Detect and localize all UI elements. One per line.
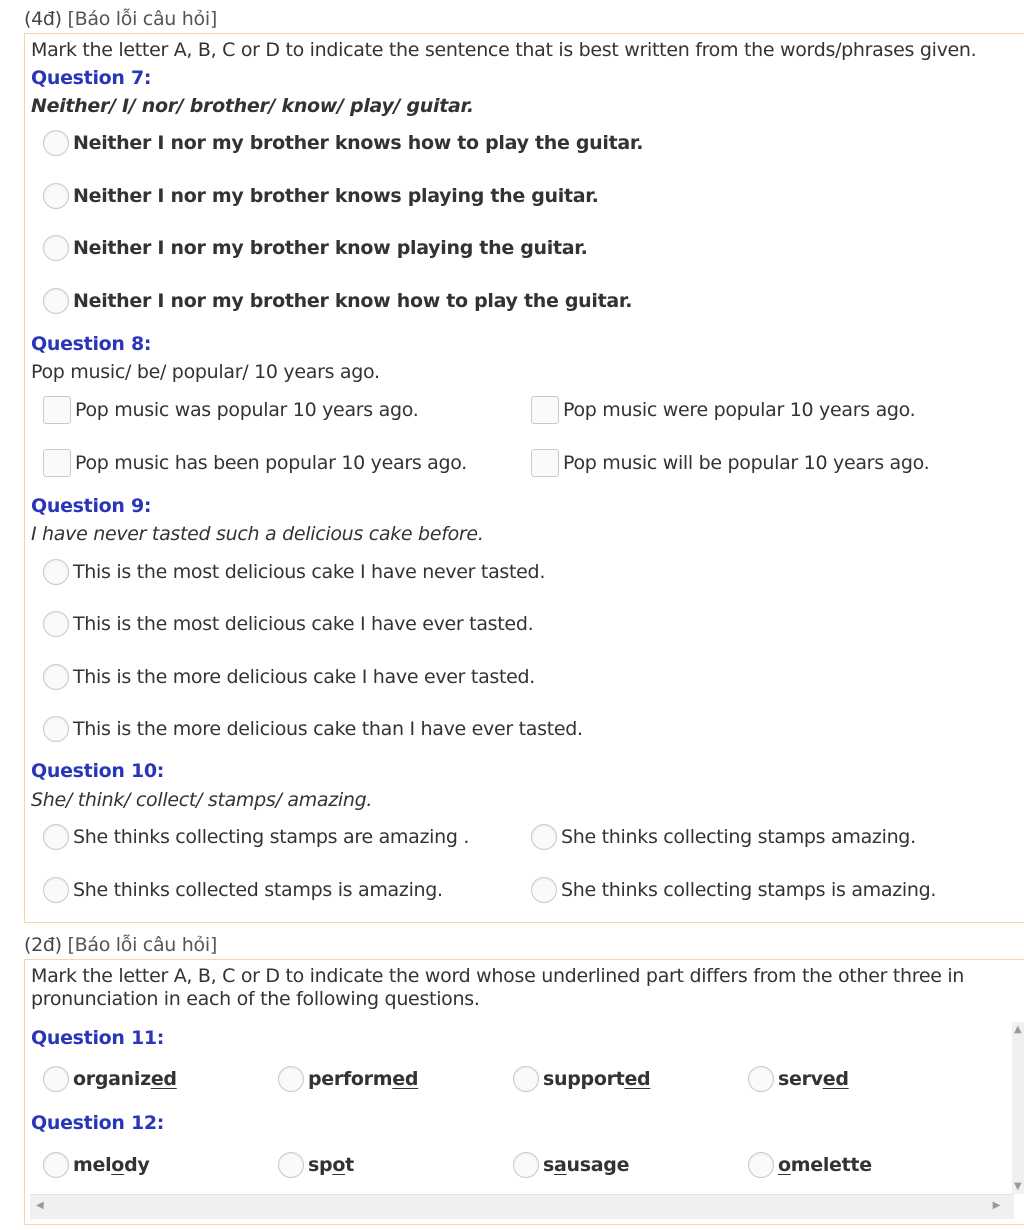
q8-option-a[interactable] [43, 396, 418, 424]
radio-button[interactable] [43, 611, 69, 637]
section-1-header [24, 8, 217, 30]
q7-option-a[interactable] [43, 130, 643, 156]
scroll-down-icon[interactable]: ▼ [1014, 1181, 1022, 1192]
q9-option-a[interactable] [43, 559, 545, 585]
question-11-title: Question 11: [31, 1027, 165, 1049]
question-7-prompt: Neither/ I/ nor/ brother/ know/ play/ guitar. [31, 95, 474, 117]
q8-option-c[interactable] [43, 449, 467, 477]
q10-option-a[interactable] [43, 824, 469, 850]
q10-option-b[interactable] [531, 824, 916, 850]
q11-option-d[interactable] [748, 1066, 849, 1092]
radio-button[interactable] [43, 716, 69, 742]
option-text: She thinks collected stamps is amazing. [73, 879, 443, 901]
report-question-link[interactable]: [Báo lỗi câu hỏi] [67, 934, 217, 956]
scroll-left-icon[interactable]: ◀ [36, 1200, 44, 1211]
q8-option-d[interactable] [531, 449, 929, 477]
option-text: Pop music were popular 10 years ago. [563, 399, 916, 421]
section-2-instruction-line-2: pronunciation in each of the following questions. [31, 988, 480, 1010]
option-text: She thinks collecting stamps are amazing . [73, 826, 470, 848]
section-1-points: (4đ) [24, 8, 62, 30]
q12-option-b[interactable] [278, 1152, 354, 1178]
q12-option-d[interactable] [748, 1152, 872, 1178]
radio-button[interactable] [43, 824, 69, 850]
option-text: omelette [778, 1154, 872, 1176]
option-text: Pop music was popular 10 years ago. [75, 399, 419, 421]
option-text: sausage [543, 1154, 630, 1176]
radio-button[interactable] [278, 1152, 304, 1178]
option-text: Pop music has been popular 10 years ago. [75, 452, 468, 474]
section-2-header [24, 934, 217, 956]
q7-option-c[interactable] [43, 235, 588, 261]
radio-button[interactable] [748, 1152, 774, 1178]
section-1-instruction: Mark the letter A, B, C or D to indicate the sentence that is best written from the words/phrases given. [31, 39, 977, 61]
q7-option-d[interactable] [43, 288, 632, 314]
section-2-box [24, 959, 1024, 1225]
q12-option-c[interactable] [513, 1152, 629, 1178]
q10-option-c[interactable] [43, 877, 443, 903]
option-text: Neither I nor my brother know playing the guitar. [73, 237, 588, 259]
radio-button[interactable] [43, 183, 69, 209]
vertical-scrollbar[interactable] [1012, 1022, 1024, 1194]
q8-option-b[interactable] [531, 396, 915, 424]
q12-option-a[interactable] [43, 1152, 149, 1178]
q11-option-b[interactable] [278, 1066, 418, 1092]
radio-button[interactable] [43, 1152, 69, 1178]
radio-button[interactable] [43, 235, 69, 261]
radio-button[interactable] [531, 824, 557, 850]
question-9-title: Question 9: [31, 495, 152, 517]
question-7-title: Question 7: [31, 67, 152, 89]
option-text: She thinks collecting stamps amazing. [561, 826, 916, 848]
q10-option-d[interactable] [531, 877, 936, 903]
radio-button[interactable] [513, 1152, 539, 1178]
question-9-prompt: I have never tasted such a delicious cake before. [31, 523, 484, 545]
radio-button[interactable] [43, 559, 69, 585]
section-2-instruction-line-1: Mark the letter A, B, C or D to indicate the word whose underlined part differs from the other three in [31, 965, 965, 987]
q9-option-c[interactable] [43, 664, 535, 690]
option-text: melody [73, 1154, 150, 1176]
radio-button[interactable] [748, 1066, 774, 1092]
option-text: She thinks collecting stamps is amazing. [561, 879, 937, 901]
report-question-link[interactable]: [Báo lỗi câu hỏi] [67, 8, 217, 30]
q9-option-b[interactable] [43, 611, 533, 637]
q11-option-c[interactable] [513, 1066, 650, 1092]
q7-option-b[interactable] [43, 183, 599, 209]
option-text: This is the most delicious cake I have ever tasted. [73, 613, 534, 635]
option-text: Pop music will be popular 10 years ago. [563, 452, 930, 474]
question-10-title: Question 10: [31, 760, 165, 782]
option-text: Neither I nor my brother know how to play the guitar. [73, 290, 633, 312]
option-text: Neither I nor my brother knows how to play the guitar. [73, 132, 644, 154]
option-text: spot [308, 1154, 354, 1176]
q11-option-a[interactable] [43, 1066, 177, 1092]
radio-button[interactable] [278, 1066, 304, 1092]
option-text: This is the most delicious cake I have never tasted. [73, 561, 546, 583]
radio-button[interactable] [531, 877, 557, 903]
radio-button[interactable] [43, 288, 69, 314]
option-text: This is the more delicious cake than I have ever tasted. [73, 718, 583, 740]
checkbox[interactable] [43, 396, 71, 424]
question-8-prompt: Pop music/ be/ popular/ 10 years ago. [31, 361, 380, 383]
option-text: performed [308, 1068, 419, 1090]
radio-button[interactable] [43, 664, 69, 690]
scroll-right-icon[interactable]: ▶ [992, 1200, 1000, 1211]
question-12-title: Question 12: [31, 1112, 165, 1134]
question-10-prompt: She/ think/ collect/ stamps/ amazing. [31, 789, 373, 811]
checkbox[interactable] [531, 449, 559, 477]
option-text: Neither I nor my brother knows playing the guitar. [73, 185, 599, 207]
radio-button[interactable] [43, 877, 69, 903]
section-2-points: (2đ) [24, 934, 62, 956]
radio-button[interactable] [513, 1066, 539, 1092]
question-8-title: Question 8: [31, 333, 152, 355]
q9-option-d[interactable] [43, 716, 583, 742]
scroll-up-icon[interactable]: ▲ [1014, 1024, 1022, 1035]
checkbox[interactable] [531, 396, 559, 424]
option-text: served [778, 1068, 849, 1090]
section-1-box [24, 33, 1024, 923]
radio-button[interactable] [43, 130, 69, 156]
radio-button[interactable] [43, 1066, 69, 1092]
option-text: This is the more delicious cake I have ever tasted. [73, 666, 536, 688]
option-text: organized [73, 1068, 177, 1090]
checkbox[interactable] [43, 449, 71, 477]
horizontal-scrollbar[interactable] [30, 1194, 1014, 1219]
option-text: supported [543, 1068, 651, 1090]
